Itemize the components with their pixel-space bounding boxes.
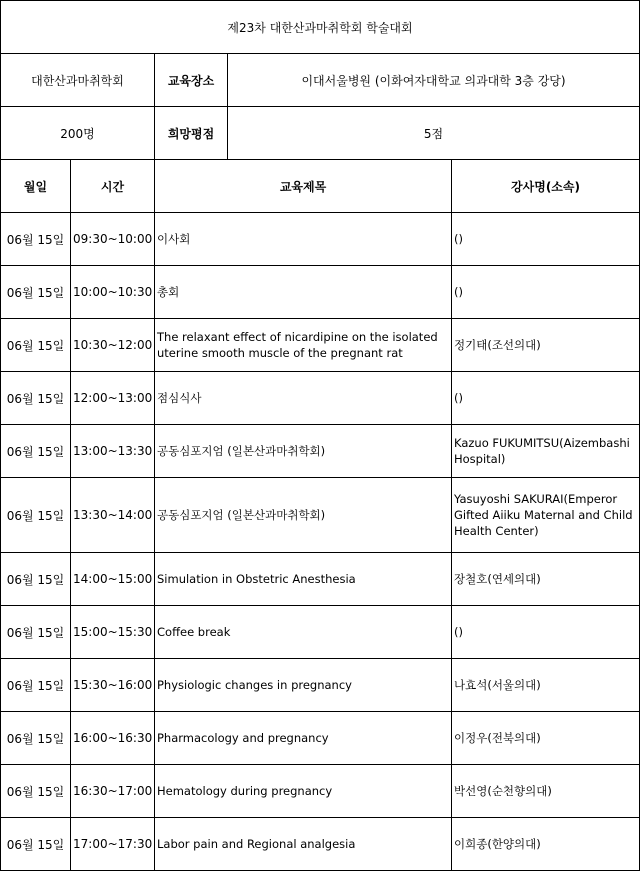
session-speaker: ()	[452, 606, 640, 659]
session-topic: Physiologic changes in pregnancy	[155, 659, 452, 712]
table-row	[1, 765, 640, 818]
table-row	[1, 659, 640, 712]
session-topic: 점심식사	[155, 372, 452, 425]
table-row	[1, 606, 640, 659]
session-date: 06월 15일	[1, 425, 71, 478]
session-list	[1, 213, 640, 871]
table-row	[1, 478, 640, 553]
session-date: 06월 15일	[1, 266, 71, 319]
session-speaker: 나효석(서울의대)	[452, 659, 640, 712]
session-topic: The relaxant effect of nicardipine on the isolated uterine smooth muscle of the pregnant rat	[155, 319, 452, 372]
session-topic: 공동심포지엄 (일본산과마취학회)	[155, 425, 452, 478]
session-time: 14:00~15:00	[71, 553, 155, 606]
table-row	[1, 553, 640, 606]
header-date: 월일	[1, 160, 71, 213]
session-topic: Simulation in Obstetric Anesthesia	[155, 553, 452, 606]
session-speaker: 장철호(연세의대)	[452, 553, 640, 606]
session-time: 15:30~16:00	[71, 659, 155, 712]
session-topic: 총회	[155, 266, 452, 319]
header-speaker: 강사명(소속)	[452, 160, 640, 213]
capacity: 200명	[1, 107, 155, 160]
session-date: 06월 15일	[1, 553, 71, 606]
session-speaker: ()	[452, 266, 640, 319]
session-time: 12:00~13:00	[71, 372, 155, 425]
session-date: 06월 15일	[1, 818, 71, 871]
session-time: 13:00~13:30	[71, 425, 155, 478]
table-row	[1, 712, 640, 765]
session-time: 16:30~17:00	[71, 765, 155, 818]
session-topic: Labor pain and Regional analgesia	[155, 818, 452, 871]
organizer: 대한산과마취학회	[1, 54, 155, 107]
session-date: 06월 15일	[1, 659, 71, 712]
table-row	[1, 266, 640, 319]
session-time: 13:30~14:00	[71, 478, 155, 553]
session-speaker: 정기태(조선의대)	[452, 319, 640, 372]
session-topic: Hematology during pregnancy	[155, 765, 452, 818]
session-time: 17:00~17:30	[71, 818, 155, 871]
session-speaker: 박선영(순천향의대)	[452, 765, 640, 818]
rating-label: 희망평점	[155, 107, 228, 160]
session-date: 06월 15일	[1, 765, 71, 818]
session-time: 15:00~15:30	[71, 606, 155, 659]
session-time: 10:00~10:30	[71, 266, 155, 319]
session-date: 06월 15일	[1, 319, 71, 372]
session-topic: 공동심포지엄 (일본산과마취학회)	[155, 478, 452, 553]
session-speaker: 이정우(전북의대)	[452, 712, 640, 765]
session-topic: Pharmacology and pregnancy	[155, 712, 452, 765]
header-topic: 교육제목	[155, 160, 452, 213]
page-title: 제23차 대한산과마취학회 학술대회	[1, 1, 640, 54]
rating: 5점	[228, 107, 640, 160]
venue-label: 교육장소	[155, 54, 228, 107]
session-date: 06월 15일	[1, 712, 71, 765]
session-date: 06월 15일	[1, 606, 71, 659]
header-time: 시간	[71, 160, 155, 213]
session-time: 10:30~12:00	[71, 319, 155, 372]
session-speaker: ()	[452, 372, 640, 425]
session-date: 06월 15일	[1, 372, 71, 425]
session-topic: 이사회	[155, 213, 452, 266]
session-speaker: ()	[452, 213, 640, 266]
session-topic: Coffee break	[155, 606, 452, 659]
session-time: 09:30~10:00	[71, 213, 155, 266]
session-date: 06월 15일	[1, 213, 71, 266]
session-speaker: Kazuo FUKUMITSU(Aizembashi Hospital)	[452, 425, 640, 478]
session-time: 16:00~16:30	[71, 712, 155, 765]
session-date: 06월 15일	[1, 478, 71, 553]
table-row	[1, 213, 640, 266]
table-row	[1, 425, 640, 478]
venue: 이대서울병원 (이화여자대학교 의과대학 3층 강당)	[228, 54, 640, 107]
session-speaker: 이희종(한양의대)	[452, 818, 640, 871]
table-row	[1, 319, 640, 372]
table-row	[1, 372, 640, 425]
session-speaker: Yasuyoshi SAKURAI(Emperor Gifted Aiiku Maternal and Child Health Center)	[452, 478, 640, 553]
table-row	[1, 818, 640, 871]
